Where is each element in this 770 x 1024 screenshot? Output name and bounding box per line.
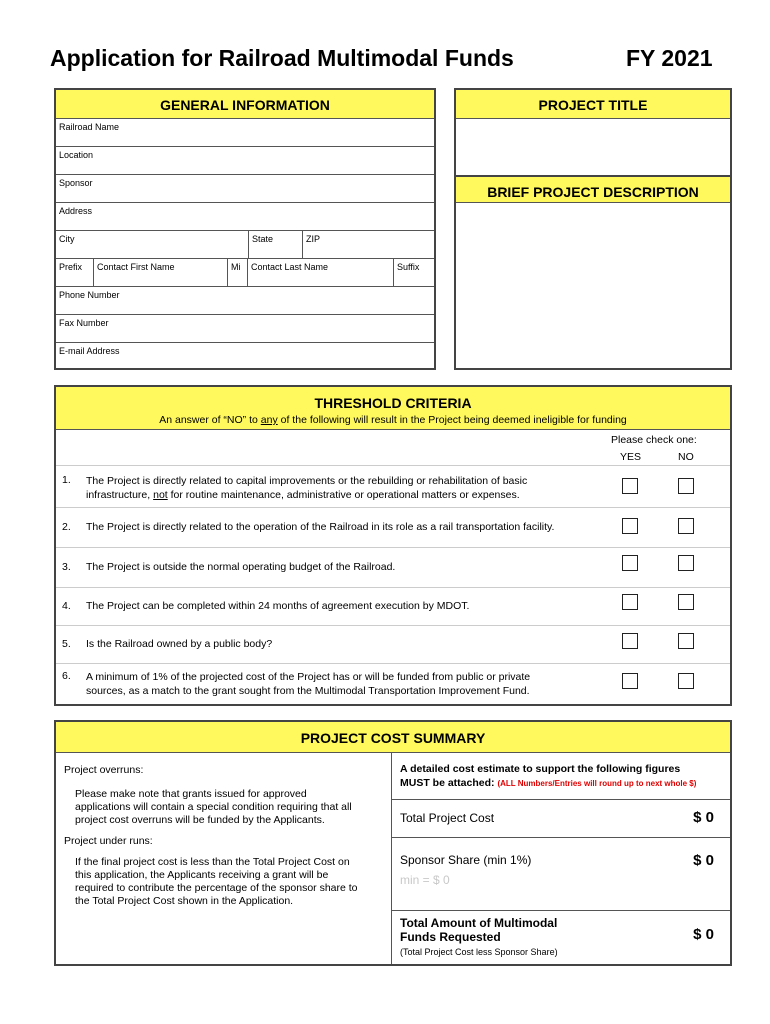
location-label: Location [59, 150, 94, 160]
criteria-6-no-checkbox[interactable] [678, 673, 694, 689]
middle-initial-field[interactable] [227, 258, 247, 286]
criteria-5-yes-checkbox[interactable] [622, 633, 638, 649]
location-field[interactable] [56, 146, 434, 174]
funds-requested-label [400, 916, 557, 944]
criteria-1-yes-checkbox[interactable] [622, 478, 638, 494]
funds-requested-line: Funds Requested [400, 930, 501, 944]
contact-first-name-label: Contact First Name [97, 262, 175, 272]
criteria-text-line: for routine maintenance, administrative or operational matters or expenses. [167, 489, 520, 501]
threshold-criteria-subtitle [56, 414, 730, 426]
cost-figures-panel [392, 753, 730, 964]
yes-column-label: YES [620, 451, 642, 463]
criteria-text: The Project is outside the normal operating budget of the Railroad. [86, 561, 396, 573]
project-section [454, 88, 732, 370]
project-title-heading-text: PROJECT TITLE [538, 97, 648, 113]
criteria-row-3 [56, 547, 730, 587]
underruns-line: If the final project cost is less than the Total Project Cost on [75, 856, 350, 868]
underruns-line: required to contribute the percentage of the sponsor share to [75, 882, 358, 894]
project-underruns-text [75, 856, 390, 908]
middle-initial-label: Mi [231, 262, 241, 272]
project-cost-summary-heading-text: PROJECT COST SUMMARY [300, 730, 486, 746]
no-column-label: NO [678, 451, 694, 463]
phone-number-field[interactable] [56, 286, 434, 314]
cost-estimate-note [400, 762, 730, 791]
prefix-field[interactable] [56, 258, 93, 286]
prefix-label: Prefix [59, 262, 83, 272]
sponsor-label: Sponsor [59, 178, 93, 188]
railroad-name-label: Railroad Name [59, 122, 120, 132]
funds-requested-note: (Total Project Cost less Sponsor Share) [400, 947, 558, 957]
criteria-text-line: The Project is directly related to capital improvements or the rebuilding or rehabilitation of basic [86, 475, 528, 487]
criteria-1-no-checkbox[interactable] [678, 478, 694, 494]
criteria-2-no-checkbox[interactable] [678, 518, 694, 534]
city-label: City [59, 234, 75, 244]
state-field[interactable] [248, 230, 302, 258]
overruns-line: Please make note that grants issued for approved [75, 788, 307, 800]
estimate-line: MUST be attached: [400, 777, 498, 789]
suffix-label: Suffix [397, 262, 420, 272]
email-address-field[interactable] [56, 342, 434, 368]
criteria-6-yes-checkbox[interactable] [622, 673, 638, 689]
sponsor-share-minimum: min = $ 0 [400, 873, 450, 887]
project-cost-summary-heading [56, 722, 730, 753]
criteria-text-line: sources, as a match to the grant sought from the Multimodal Transportation Improvement Fund. [86, 685, 530, 697]
criteria-row-5 [56, 625, 730, 663]
project-cost-summary-section [54, 720, 732, 966]
criteria-number: 4. [62, 600, 71, 612]
criteria-row-1 [56, 465, 730, 507]
rounding-note: (ALL Numbers/Entries will round up to next whole $) [497, 779, 697, 788]
criteria-not-emphasis: not [153, 489, 168, 501]
contact-last-name-label: Contact Last Name [251, 262, 329, 272]
subtitle-any: any [260, 414, 278, 426]
sponsor-share-row [392, 837, 730, 910]
criteria-text: The Project can be completed within 24 months of agreement execution by MDOT. [86, 600, 470, 612]
criteria-number: 2. [62, 521, 71, 533]
criteria-5-no-checkbox[interactable] [678, 633, 694, 649]
total-project-cost-row [392, 799, 730, 837]
sponsor-field[interactable] [56, 174, 434, 202]
overruns-line: applications will contain a special condition requiring that all [75, 801, 352, 813]
criteria-text: The Project is directly related to the operation of the Railroad in its role as a rail transportation facility. [86, 521, 555, 533]
project-overruns-label: Project overruns: [64, 764, 144, 776]
address-field[interactable] [56, 202, 434, 230]
city-field[interactable] [56, 230, 248, 258]
general-information-heading [56, 90, 434, 118]
project-title-heading [456, 90, 730, 118]
criteria-row-6 [56, 663, 730, 704]
address-label: Address [59, 206, 93, 216]
criteria-text: Is the Railroad owned by a public body? [86, 638, 273, 650]
criteria-2-yes-checkbox[interactable] [622, 518, 638, 534]
general-information-section [54, 88, 436, 370]
criteria-row-4 [56, 587, 730, 625]
criteria-4-yes-checkbox[interactable] [622, 594, 638, 610]
criteria-number: 1. [62, 474, 71, 486]
sponsor-share-value[interactable]: $ 0 [693, 852, 714, 869]
email-address-label: E-mail Address [59, 346, 120, 356]
project-description-heading-text: BRIEF PROJECT DESCRIPTION [487, 184, 699, 200]
underruns-line: the Total Project Cost shown in the Application. [75, 895, 294, 907]
project-description-input[interactable] [456, 203, 730, 368]
overruns-line: project cost overruns will be funded by the Applicants. [75, 814, 325, 826]
railroad-name-field[interactable] [56, 118, 434, 146]
page-title: Application for Railroad Multimodal Funds [50, 45, 514, 71]
zip-field[interactable] [302, 230, 434, 258]
suffix-field[interactable] [393, 258, 434, 286]
subtitle-part-b: of the following will result in the Project being deemed ineligible for funding [277, 414, 627, 426]
project-title-input[interactable] [456, 118, 730, 175]
threshold-criteria-section [54, 385, 732, 706]
criteria-row-2 [56, 507, 730, 547]
fax-number-field[interactable] [56, 314, 434, 342]
check-one-label: Please check one: [611, 434, 697, 446]
project-underruns-label: Project under runs: [64, 835, 153, 847]
criteria-3-yes-checkbox[interactable] [622, 555, 638, 571]
criteria-text [86, 474, 606, 502]
criteria-text-line: A minimum of 1% of the projected cost of the Project has or will be funded from public or private [86, 671, 531, 683]
funds-requested-line: Total Amount of Multimodal [400, 916, 558, 930]
cost-notes-panel [56, 753, 392, 964]
funds-requested-row [392, 910, 730, 964]
criteria-4-no-checkbox[interactable] [678, 594, 694, 610]
contact-last-name-field[interactable] [247, 258, 393, 286]
funds-requested-value[interactable]: $ 0 [693, 926, 714, 943]
threshold-criteria-header [56, 387, 730, 430]
fiscal-year: FY 2021 [626, 45, 713, 71]
sponsor-share-label: Sponsor Share (min 1%) [400, 853, 532, 867]
total-project-cost-label: Total Project Cost [400, 811, 495, 825]
criteria-number: 6. [62, 670, 71, 682]
project-description-heading [456, 175, 730, 203]
contact-first-name-field[interactable] [93, 258, 227, 286]
threshold-criteria-heading: THRESHOLD CRITERIA [314, 395, 472, 411]
phone-number-label: Phone Number [59, 290, 120, 300]
criteria-number: 3. [62, 561, 71, 573]
criteria-text [86, 670, 606, 698]
estimate-line: A detailed cost estimate to support the following figures [400, 763, 681, 775]
general-information-heading-text: GENERAL INFORMATION [160, 97, 330, 113]
criteria-number: 5. [62, 638, 71, 650]
total-project-cost-value[interactable]: $ 0 [693, 809, 714, 826]
criteria-3-no-checkbox[interactable] [678, 555, 694, 571]
project-overruns-text [75, 788, 390, 827]
fax-number-label: Fax Number [59, 318, 109, 328]
underruns-line: this application, the Applicants receiving a grant will be [75, 869, 329, 881]
criteria-text-line: infrastructure, [86, 489, 154, 501]
state-label: State [252, 234, 274, 244]
zip-label: ZIP [306, 234, 321, 244]
subtitle-part-a: An answer of “NO” to [159, 414, 261, 426]
